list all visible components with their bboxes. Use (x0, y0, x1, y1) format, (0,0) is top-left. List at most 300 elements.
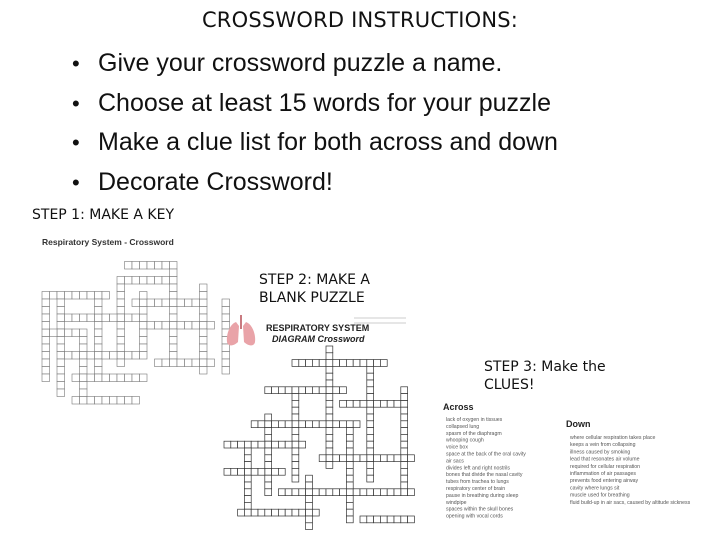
blank-cell (299, 360, 306, 367)
blank-cell (285, 387, 292, 394)
key-cell (125, 314, 133, 322)
blank-cell (326, 455, 333, 462)
blank-cell (401, 489, 408, 496)
blank-cell (346, 428, 353, 435)
key-cell (72, 352, 80, 360)
blank-cell (299, 387, 306, 394)
key-cell (102, 397, 110, 405)
key-cell (170, 284, 178, 292)
blank-cell (312, 489, 319, 496)
blank-cell (367, 455, 374, 462)
key-cell (72, 397, 80, 405)
key-cell (132, 262, 140, 270)
key-cell (155, 299, 163, 307)
key-cell (170, 292, 178, 300)
blank-cell (292, 434, 299, 441)
key-cell (170, 307, 178, 315)
key-cell (140, 314, 148, 322)
key-cell (200, 292, 208, 300)
key-cell (57, 352, 65, 360)
key-cell (200, 307, 208, 315)
key-cell (177, 322, 185, 330)
key-cell (185, 359, 193, 367)
blank-cell (346, 516, 353, 523)
blank-cell (285, 509, 292, 516)
key-cell (200, 329, 208, 337)
blank-cell (265, 387, 272, 394)
blank-cell (231, 441, 238, 448)
key-cell (57, 314, 65, 322)
blank-cell (346, 502, 353, 509)
across-clue: voice box (446, 444, 468, 451)
blank-cell (340, 400, 347, 407)
instruction-item (72, 84, 558, 124)
blank-cell (367, 516, 374, 523)
blank-cell (367, 414, 374, 421)
blank-cell (401, 482, 408, 489)
key-cell (132, 352, 140, 360)
key-cell (95, 352, 103, 360)
page-title: CROSSWORD INSTRUCTIONS: (201, 8, 519, 32)
across-clue: divides left and right nostrils (446, 465, 511, 472)
blank-cell (244, 448, 251, 455)
blank-cell (333, 360, 340, 367)
key-cell (132, 314, 140, 322)
blank-cell (346, 468, 353, 475)
blank-cell (292, 387, 299, 394)
blank-cell (326, 380, 333, 387)
key-cell (125, 374, 133, 382)
blank-cell (401, 475, 408, 482)
blank-cell (367, 380, 374, 387)
key-cell (57, 329, 65, 337)
blank-cell (244, 509, 251, 516)
key-cell (87, 397, 95, 405)
blank-cell (292, 394, 299, 401)
instruction-text: Decorate Crossword! (98, 167, 333, 196)
key-cell (200, 299, 208, 307)
blank-cell (346, 475, 353, 482)
key-cell (162, 299, 170, 307)
blank-cell (360, 489, 367, 496)
blank-cell (387, 489, 394, 496)
key-cell (65, 329, 73, 337)
key-cell (117, 352, 125, 360)
blank-cell (306, 523, 313, 530)
blank-cell (380, 489, 387, 496)
step-3-label (484, 358, 606, 394)
key-cell (72, 314, 80, 322)
blank-cell (394, 516, 401, 523)
blank-cell (251, 421, 258, 428)
key-cell (170, 262, 178, 270)
bullet-icon: • (72, 90, 80, 116)
blank-cell (346, 496, 353, 503)
blank-cell (251, 509, 258, 516)
across-heading: Across (443, 402, 474, 412)
key-cell (177, 359, 185, 367)
blank-cell (319, 489, 326, 496)
key-cell (72, 329, 80, 337)
across-clue: space at the back of the oral cavity (446, 451, 526, 458)
blank-cell (367, 400, 374, 407)
blank-title-line-1: RESPIRATORY SYSTEM (266, 323, 370, 333)
blank-cell (244, 475, 251, 482)
key-cell (80, 292, 88, 300)
key-cell (57, 344, 65, 352)
key-cell (72, 374, 80, 382)
blank-cell (272, 421, 279, 428)
blank-cell (272, 509, 279, 516)
blank-title-line-2: DIAGRAM Crossword (272, 334, 365, 344)
blank-cell (272, 387, 279, 394)
blank-cell (346, 434, 353, 441)
key-cell (57, 292, 65, 300)
key-cell (140, 262, 148, 270)
blank-cell (306, 421, 313, 428)
blank-cell (312, 421, 319, 428)
blank-cell (401, 516, 408, 523)
blank-cell (306, 360, 313, 367)
key-cell (170, 352, 178, 360)
blank-cell (340, 421, 347, 428)
key-cell (132, 299, 140, 307)
across-clue: collapsed lung (446, 423, 480, 430)
blank-cell (265, 489, 272, 496)
key-cell (95, 367, 103, 375)
blank-cell (306, 482, 313, 489)
blank-cell (265, 475, 272, 482)
blank-cell (360, 516, 367, 523)
across-clue: whooping cough (446, 437, 484, 444)
key-cell (200, 322, 208, 330)
blank-cell (285, 489, 292, 496)
bullet-icon: • (72, 169, 80, 195)
blank-cell (319, 421, 326, 428)
key-cell (95, 344, 103, 352)
blank-cell (401, 414, 408, 421)
blank-cell (319, 455, 326, 462)
blank-cell (278, 509, 285, 516)
key-cell (140, 299, 148, 307)
key-cell (140, 344, 148, 352)
blank-cell (387, 400, 394, 407)
blank-cell (224, 441, 231, 448)
blank-cell (340, 489, 347, 496)
blank-puzzle-image (222, 312, 424, 530)
blank-cell (244, 489, 251, 496)
key-cell (125, 397, 133, 405)
blank-cell (265, 441, 272, 448)
key-cell (117, 344, 125, 352)
blank-cell (244, 441, 251, 448)
blank-cell (401, 428, 408, 435)
blank-cell (401, 421, 408, 428)
key-cell (110, 352, 118, 360)
across-clue: opening with vocal cords (446, 513, 503, 520)
key-cell (95, 329, 103, 337)
blank-cell (408, 516, 415, 523)
key-cell (117, 337, 125, 345)
blank-cell (251, 468, 258, 475)
down-clue: illness caused by smoking (570, 449, 631, 456)
across-clue: windpipe (446, 499, 467, 506)
blank-cell (326, 366, 333, 373)
blank-cell (292, 448, 299, 455)
key-cell (185, 299, 193, 307)
blank-cell (326, 407, 333, 414)
key-cell (125, 277, 133, 285)
key-cell (200, 367, 208, 375)
blank-cell (326, 346, 333, 353)
key-cell (222, 299, 230, 307)
across-clue: pause in breathing during sleep (446, 492, 519, 499)
blank-cell (265, 455, 272, 462)
key-cell (80, 352, 88, 360)
blank-cell (394, 489, 401, 496)
blank-cell (353, 455, 360, 462)
blank-cell (285, 441, 292, 448)
blank-cell (333, 421, 340, 428)
blank-cell (346, 441, 353, 448)
blank-cell (272, 468, 279, 475)
key-cell (125, 352, 133, 360)
blank-cell (299, 489, 306, 496)
instruction-item (72, 44, 558, 84)
across-clue: spaces within the skull bones (446, 506, 514, 513)
across-clue: spasm of the diaphragm (446, 430, 502, 437)
blank-cell (306, 496, 313, 503)
key-cell (117, 329, 125, 337)
down-clue: cavity where lungs sit (570, 485, 620, 492)
blank-cell (258, 509, 265, 516)
key-cell (95, 337, 103, 345)
blank-cell (367, 468, 374, 475)
step-2-line-2: BLANK PUZZLE (259, 290, 365, 306)
key-cell (110, 397, 118, 405)
key-cell (192, 359, 200, 367)
key-cell (155, 262, 163, 270)
blank-cell (387, 516, 394, 523)
key-cell (65, 352, 73, 360)
blank-cell (292, 475, 299, 482)
bullet-icon: • (72, 130, 80, 155)
key-cell (177, 299, 185, 307)
key-cell (42, 352, 50, 360)
key-cell (140, 352, 148, 360)
key-cell (42, 322, 50, 330)
blank-cell (326, 428, 333, 435)
key-cell (117, 322, 125, 330)
blank-cell (333, 387, 340, 394)
key-cell (57, 374, 65, 382)
blank-cell (326, 394, 333, 401)
blank-cell (224, 468, 231, 475)
key-cell (132, 277, 140, 285)
blank-cell (299, 509, 306, 516)
key-cell (170, 314, 178, 322)
key-cell (117, 284, 125, 292)
key-cell (200, 344, 208, 352)
blank-cell (244, 455, 251, 462)
blank-cell (367, 448, 374, 455)
key-cell (110, 374, 118, 382)
key-cell (132, 374, 140, 382)
blank-cell (238, 441, 245, 448)
blank-cell (292, 428, 299, 435)
blank-cell (408, 489, 415, 496)
key-cell (57, 382, 65, 390)
key-cell (87, 374, 95, 382)
key-cell (162, 262, 170, 270)
across-clue: respiratory center of brain (446, 486, 506, 492)
blank-cell (258, 421, 265, 428)
key-cell (170, 322, 178, 330)
step-2-line-1: STEP 2: MAKE A (259, 272, 370, 288)
across-clue: bones that divide the nasal cavity (446, 472, 523, 479)
key-cell (42, 359, 50, 367)
key-cell (57, 337, 65, 345)
key-cell (65, 314, 73, 322)
blank-cell (333, 489, 340, 496)
blank-cell (401, 468, 408, 475)
blank-cell (278, 468, 285, 475)
instruction-item (72, 163, 558, 203)
key-title: Respiratory System - Crossword (42, 237, 174, 247)
key-cell (207, 359, 215, 367)
blank-cell (292, 414, 299, 421)
blank-cell (319, 360, 326, 367)
blank-cell (340, 455, 347, 462)
blank-cell (346, 421, 353, 428)
instruction-text: Make a clue list for both across and down (98, 128, 558, 156)
blank-cell (244, 468, 251, 475)
blank-cell (312, 360, 319, 367)
blank-cell (346, 360, 353, 367)
blank-cell (326, 489, 333, 496)
blank-cell (306, 509, 313, 516)
down-clue: inflammation of air passages (570, 471, 637, 477)
key-cell (147, 277, 155, 285)
blank-cell (374, 400, 381, 407)
key-cell (57, 307, 65, 315)
key-cell (65, 292, 73, 300)
blank-cell (353, 489, 360, 496)
blank-cell (346, 482, 353, 489)
blank-cell (265, 428, 272, 435)
blank-cell (380, 360, 387, 367)
key-cell (117, 359, 125, 367)
blank-cell (265, 468, 272, 475)
blank-cell (401, 434, 408, 441)
key-cell (117, 314, 125, 322)
blank-cell (292, 462, 299, 469)
blank-cell (326, 434, 333, 441)
key-cell (57, 359, 65, 367)
blank-cell (292, 468, 299, 475)
key-cell (162, 359, 170, 367)
blank-cell (367, 407, 374, 414)
blank-cell (346, 489, 353, 496)
blank-cell (258, 441, 265, 448)
key-cell (102, 314, 110, 322)
key-cell (57, 389, 65, 397)
key-cell (42, 367, 50, 375)
blank-cell (408, 455, 415, 462)
key-cell (147, 262, 155, 270)
blank-cell (326, 441, 333, 448)
blank-cell (326, 414, 333, 421)
blank-cell (326, 400, 333, 407)
key-cell (80, 337, 88, 345)
key-cell (80, 367, 88, 375)
across-clue: air sacs (446, 458, 464, 465)
blank-cell (401, 387, 408, 394)
blank-cell (285, 421, 292, 428)
instruction-text: Give your crossword puzzle a name. (98, 49, 503, 77)
blank-cell (306, 387, 313, 394)
blank-cell (326, 462, 333, 469)
key-cell (57, 367, 65, 375)
key-cell (95, 374, 103, 382)
down-clue: fluid build-up in air sacs, caused by altitude sickness (570, 499, 691, 506)
key-cell (147, 299, 155, 307)
across-clue: tubes from trachea to lungs (446, 479, 509, 486)
blank-cell (265, 462, 272, 469)
blank-cell (265, 414, 272, 421)
key-cell (42, 299, 50, 307)
key-cell (102, 352, 110, 360)
blank-cell (258, 468, 265, 475)
instruction-item (72, 123, 558, 163)
blank-cell (292, 400, 299, 407)
key-cell (170, 359, 178, 367)
blank-cell (346, 400, 353, 407)
blank-cell (299, 441, 306, 448)
key-cell (147, 322, 155, 330)
key-cell (95, 397, 103, 405)
blank-cell (380, 400, 387, 407)
key-cell (95, 322, 103, 330)
key-cell (80, 397, 88, 405)
blank-cell (244, 482, 251, 489)
down-clue: muscle used for breathing (570, 492, 630, 499)
key-cell (117, 374, 125, 382)
key-cell (200, 314, 208, 322)
blank-cell (367, 475, 374, 482)
key-cell (42, 344, 50, 352)
blank-cell (265, 482, 272, 489)
down-clue: required for cellular respiration (570, 463, 641, 470)
key-cell (50, 292, 58, 300)
key-cell (80, 329, 88, 337)
key-cell (132, 397, 140, 405)
clues-image (440, 400, 712, 530)
key-cell (42, 374, 50, 382)
blank-cell (360, 455, 367, 462)
blank-cell (292, 509, 299, 516)
blank-cell (401, 441, 408, 448)
key-cell (140, 322, 148, 330)
blank-cell (346, 509, 353, 516)
blank-cell (265, 434, 272, 441)
key-cell (170, 277, 178, 285)
key-cell (140, 307, 148, 315)
blank-cell (340, 360, 347, 367)
key-cell (192, 322, 200, 330)
key-cell (162, 277, 170, 285)
blank-cell (401, 448, 408, 455)
